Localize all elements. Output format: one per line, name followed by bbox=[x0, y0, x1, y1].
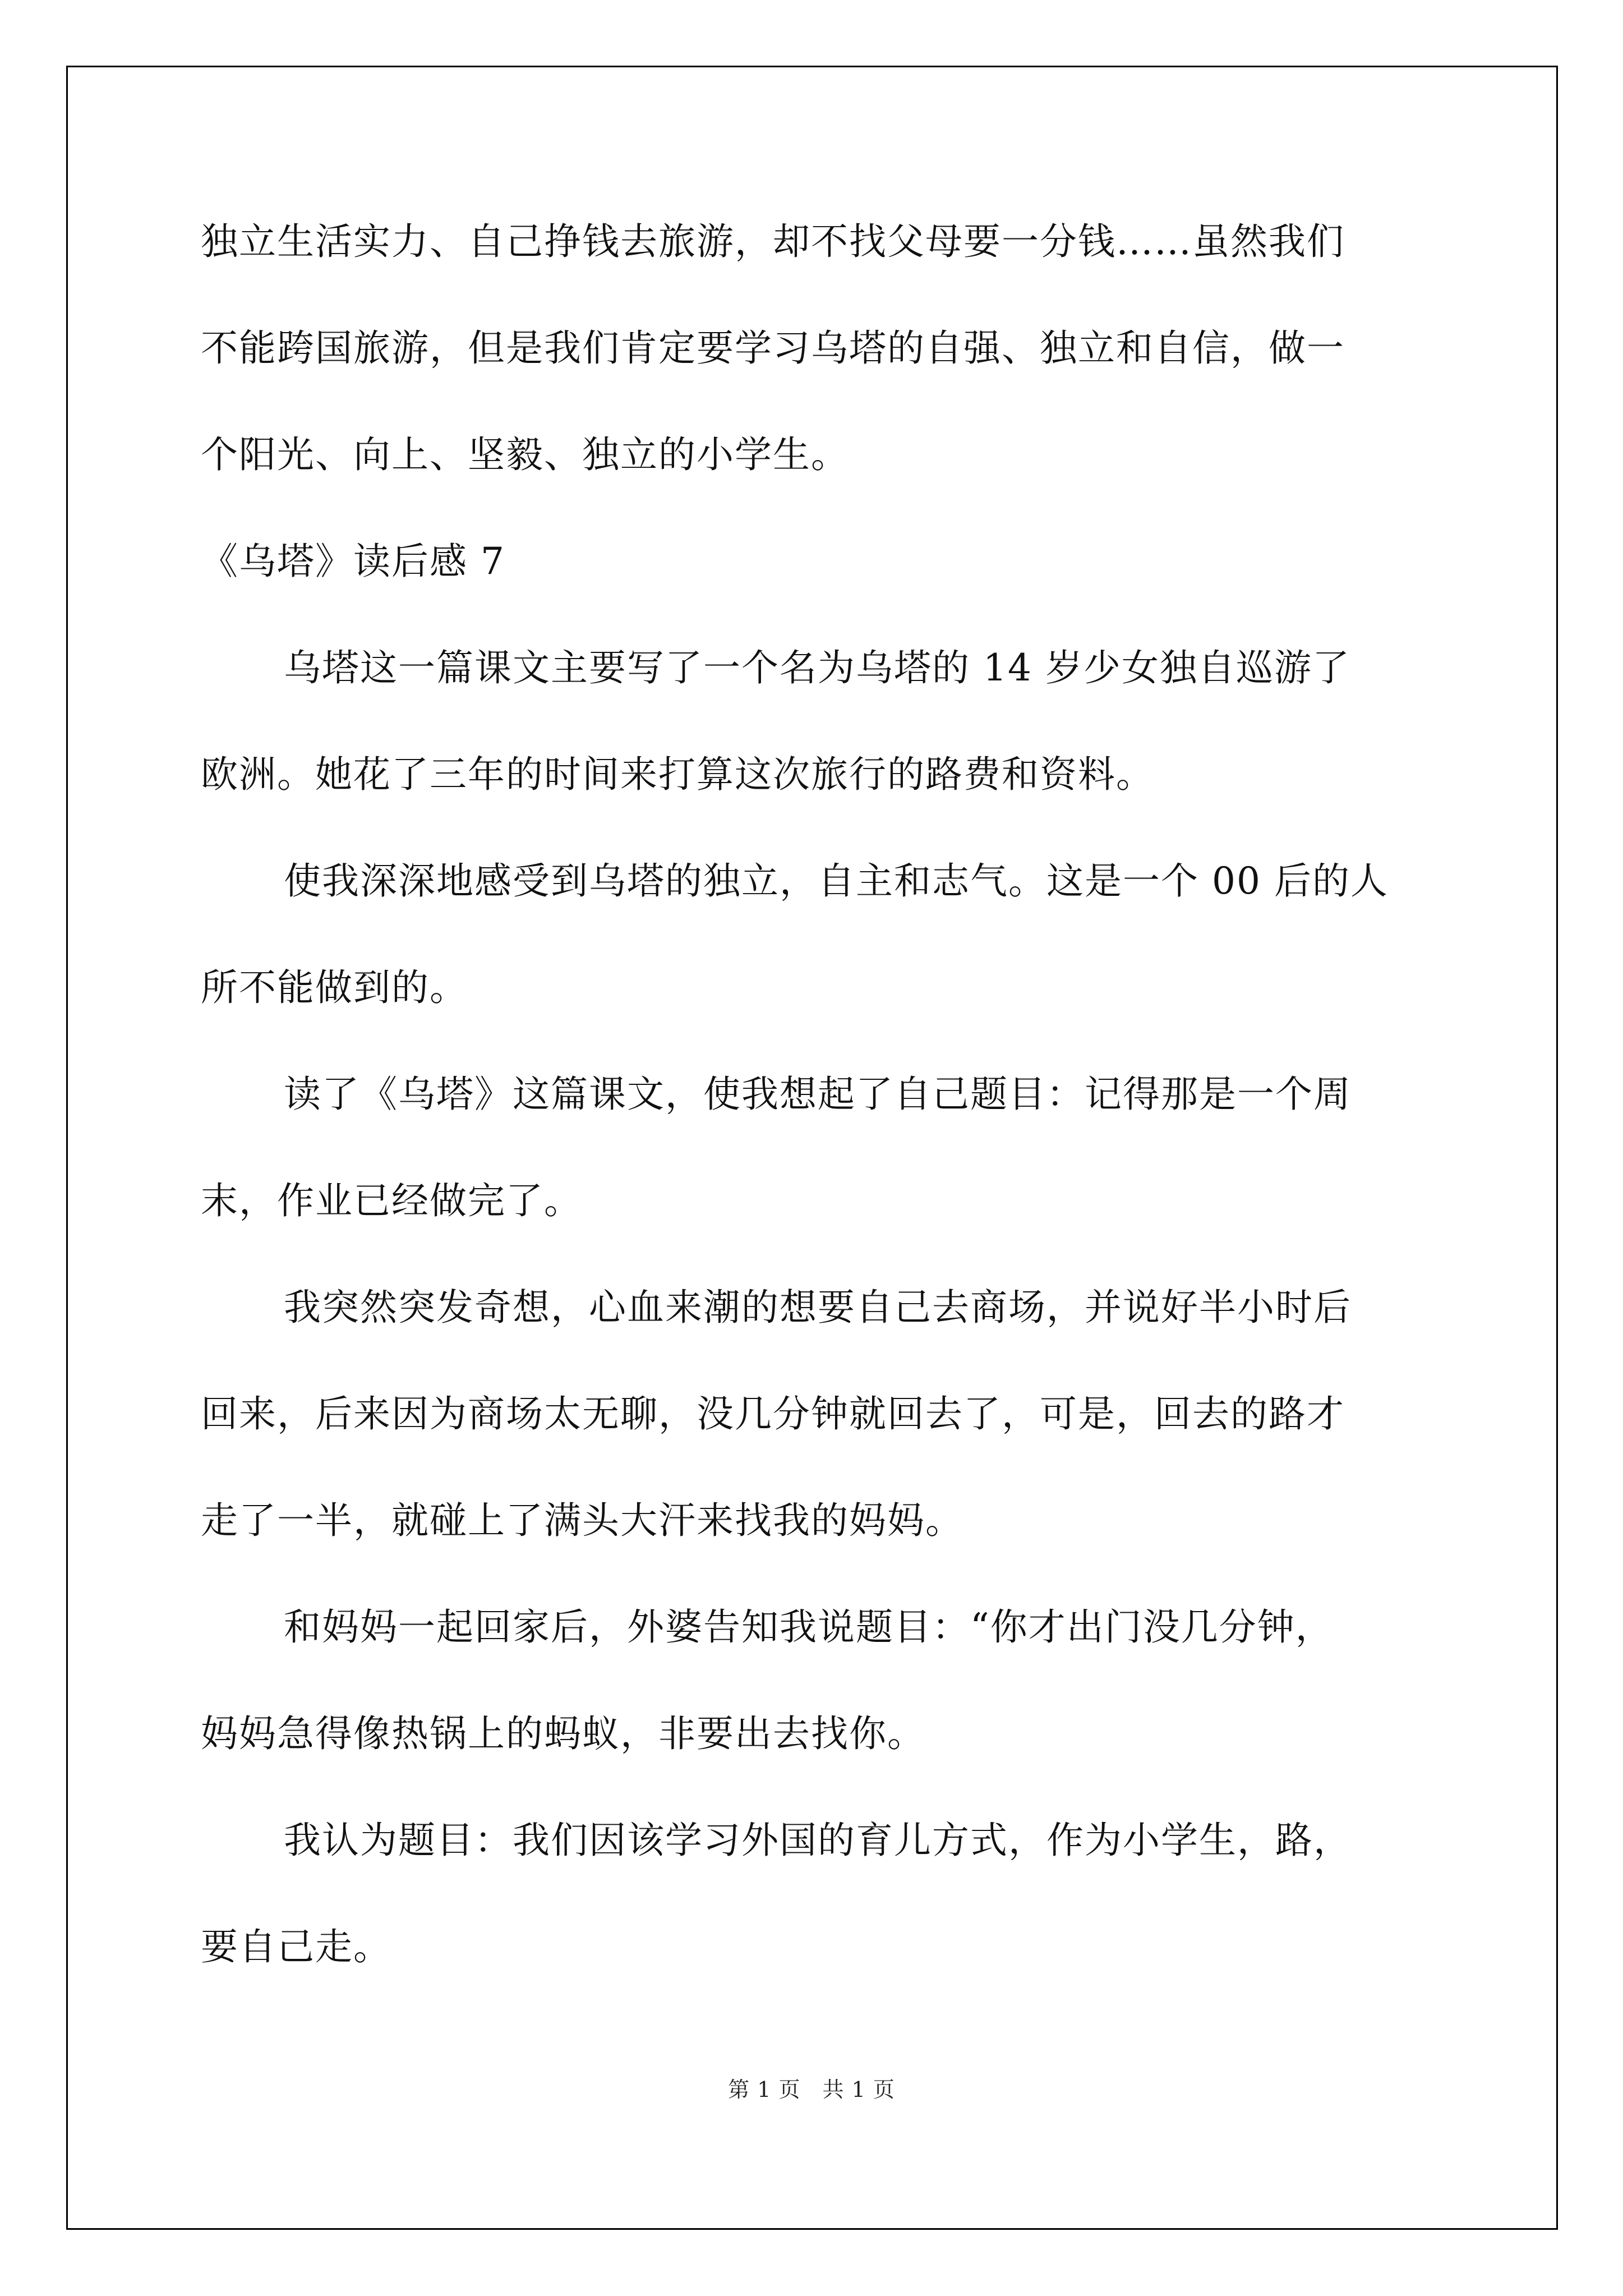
paragraph-line: 读了《乌塔》这篇课文，使我想起了自己题目：记得那是一个周 bbox=[284, 1073, 1352, 1116]
paragraph-line: 回来，后来因为商场太无聊，没几分钟就回去了，可是，回去的路才 bbox=[201, 1392, 1345, 1435]
paragraph-line: 和妈妈一起回家后，外婆告知我说题目：“你才出门没几分钟， bbox=[284, 1605, 1334, 1649]
paragraph-line: 所不能做到的。 bbox=[201, 966, 468, 1009]
paragraph-line: 个阳光、向上、坚毅、独立的小学生。 bbox=[201, 433, 849, 476]
paragraph-line: 欧洲。她花了三年的时间来打算这次旅行的路费和资料。 bbox=[201, 753, 1154, 796]
paragraph-line: 末，作业已经做完了。 bbox=[201, 1179, 582, 1222]
paragraph-line: 要自己走。 bbox=[201, 1925, 391, 1968]
paragraph-line: 我突然突发奇想，心血来潮的想要自己去商场，并说好半小时后 bbox=[284, 1286, 1352, 1329]
paragraph-line: 使我深深地感受到乌塔的独立，自主和志气。这是一个 00 后的人 bbox=[284, 859, 1389, 903]
page-number-footer: 第 1 页 共 1 页 bbox=[728, 2077, 895, 2102]
paragraph-line: 不能跨国旅游，但是我们肯定要学习乌塔的自强、独立和自信，做一 bbox=[201, 326, 1345, 370]
paragraph-line: 独立生活实力、自己挣钱去旅游，却不找父母要一分钱……虽然我们 bbox=[201, 220, 1345, 263]
paragraph-line: 走了一半，就碰上了满头大汗来找我的妈妈。 bbox=[201, 1499, 963, 1542]
paragraph-line: 妈妈急得像热锅上的蚂蚁，非要出去找你。 bbox=[201, 1712, 925, 1755]
paragraph-line: 乌塔这一篇课文主要写了一个名为乌塔的 14 岁少女独自巡游了 bbox=[284, 646, 1350, 689]
paragraph-line: 我认为题目：我们因该学习外国的育儿方式，作为小学生，路， bbox=[284, 1819, 1352, 1862]
section-heading: 《乌塔》读后感 7 bbox=[201, 540, 505, 583]
document-body bbox=[201, 220, 1435, 2035]
